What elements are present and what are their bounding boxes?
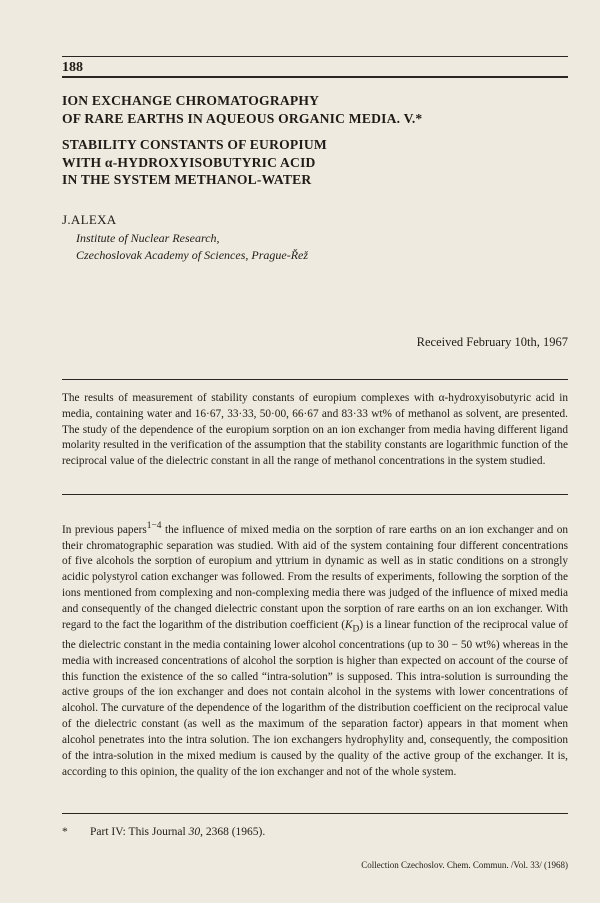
- footnote-text: , 2368 (1965).: [200, 826, 266, 838]
- footnote-volume: 30: [188, 826, 201, 838]
- body-text-part: ) is a linear function of the reciprocal value of the dielectric constant in the media containing lower alcohol concentrations (up to 30 − 50 wt%) whereas in the media with increased concentrations of alcohol the sorption is higher than expected on account of the course of this function the existence of the so called “intra-solution” is supposed. This intra-solution is surrounding the active groups of the ion exchanger and does not contain alcohol in the systems with lower concentrations of alcohol. The curvature of the dependence of the logarithm of the distribution coefficient on the reciprocal value of the dielectric constant (as well as the maximum of the separation factor) appears in that moment when alcohol penetrates into the intra solution. The ion exchangers hydrophylity and, consequently, the composition of the intra-solution in the mixed medium is caused by the quality of the active group of the exchanger. It is, according to this opinion, the quality of the ion exchanger and not of the whole system.: [62, 618, 568, 778]
- kd-subscript: D: [352, 624, 360, 635]
- body-text-part: the influence of mixed media on the sorption of rare earths on an ion exchanger and on their chromatographic separation was studied. With aid of the system containing four different concentrations of five alcohols the sorption of europium and yttrium in dynamic as well as in static conditions on a strongly acidic polystyrol cation exchanger was followed. From the results of experiments, following the sorption of the ions mentioned from complexing and non-complexing media there was judged of the influence of mixed media and consequently of the changed dielectric constant upon the sorption of rare earths on an ion exchanger. With regard to the fact the logarithm of the distribution coefficient (: [62, 523, 568, 631]
- kd-symbol: K: [344, 618, 353, 631]
- body-paragraph: [62, 519, 568, 781]
- header-rule: [62, 76, 568, 78]
- subtitle-line: STABILITY CONSTANTS OF EUROPIUM: [62, 137, 327, 152]
- journal-footer: Collection Czechoslov. Chem. Commun. /Vol. 33/ (1968): [361, 860, 568, 870]
- top-rule: [62, 56, 568, 57]
- author-affiliation: [76, 230, 308, 263]
- footnote-rule: [62, 813, 568, 814]
- title-line: ION EXCHANGE CHROMATOGRAPHY: [62, 93, 320, 108]
- abstract-text: The results of measurement of stability constants of europium complexes with α-hydroxyisobutyric acid in media, containing water and 16·67, 33·33, 50·00, 66·67 and 83·33 wt% of methanol as solvent, are presented. The study of the dependence of the europium sorption on an ion exchanger from media having different ligand molarity resulted in the verification of the assumption that the stability constants are logarithmic function of the reciprocal value of the dielectric constant in all the range of methanol concentrations in the system studied.: [62, 392, 568, 468]
- body-text-part: In previous papers: [62, 523, 147, 536]
- received-date: Received February 10th, 1967: [416, 335, 568, 349]
- abstract-top-rule: [62, 379, 568, 380]
- reference-superscript: 1−4: [146, 521, 162, 531]
- title-line: OF RARE EARTHS IN AQUEOUS ORGANIC MEDIA. V.*: [62, 110, 423, 126]
- subtitle-line: IN THE SYSTEM METHANOL-WATER: [62, 172, 312, 187]
- affiliation-line: Czechoslovak Academy of Sciences, Prague-Řež: [76, 247, 309, 262]
- author-name: J.ALEXA: [62, 212, 117, 227]
- article-title-block: [62, 92, 562, 189]
- footnote: [62, 826, 265, 838]
- subtitle-line: WITH α-HYDROXYISOBUTYRIC ACID: [62, 154, 316, 170]
- affiliation-line: Institute of Nuclear Research,: [76, 231, 220, 245]
- abstract-bottom-rule: [62, 494, 568, 495]
- footnote-text: Part IV: This Journal: [90, 826, 189, 838]
- footnote-mark: *: [62, 826, 68, 838]
- page-number: 188: [62, 60, 83, 75]
